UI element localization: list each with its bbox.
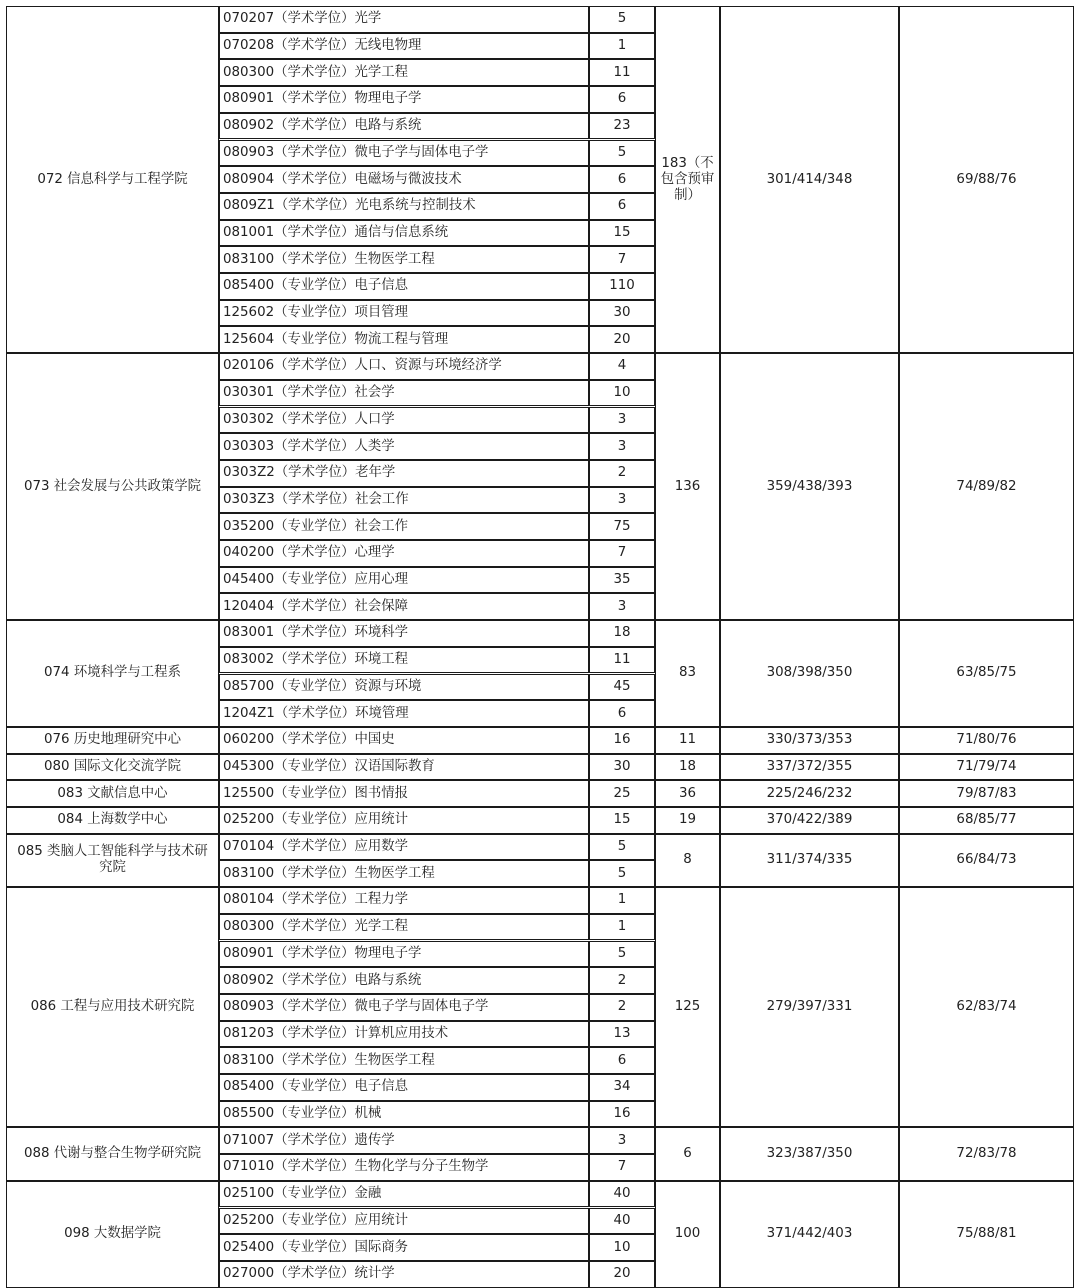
- department-cell: 076 历史地理研究中心: [6, 727, 219, 754]
- program-cell: 080104（学术学位）工程力学: [219, 887, 589, 914]
- enrollment-count-cell: 6: [589, 193, 655, 220]
- department-cell: 083 文献信息中心: [6, 780, 219, 807]
- program-cell: 085400（专业学位）电子信息: [219, 1074, 589, 1101]
- program-cell: 071007（学术学位）遗传学: [219, 1127, 589, 1154]
- enrollment-count-cell: 7: [589, 1154, 655, 1181]
- program-cell: 080901（学术学位）物理电子学: [219, 941, 589, 968]
- enrollment-count-cell: 10: [589, 380, 655, 407]
- score-range-cell: 323/387/350: [720, 1127, 899, 1180]
- department-cell: 074 环境科学与工程系: [6, 620, 219, 727]
- program-cell: 080902（学术学位）电路与系统: [219, 967, 589, 994]
- program-cell: 030301（学术学位）社会学: [219, 380, 589, 407]
- score-range-cell: 279/397/331: [720, 887, 899, 1127]
- score-line-cell: 79/87/83: [899, 780, 1074, 807]
- score-line-cell: 66/84/73: [899, 834, 1074, 887]
- enrollment-count-cell: 10: [589, 1234, 655, 1261]
- score-range-cell: 337/372/355: [720, 754, 899, 781]
- program-cell: 025200（专业学位）应用统计: [219, 807, 589, 834]
- enrollment-count-cell: 11: [589, 647, 655, 674]
- enrollment-count-cell: 1: [589, 914, 655, 941]
- score-line-cell: 63/85/75: [899, 620, 1074, 727]
- enrollment-count-cell: 1: [589, 33, 655, 60]
- program-cell: 025100（专业学位）金融: [219, 1181, 589, 1208]
- enrollment-count-cell: 3: [589, 487, 655, 514]
- program-cell: 080904（学术学位）电磁场与微波技术: [219, 166, 589, 193]
- enrollment-count-cell: 20: [589, 1261, 655, 1288]
- program-cell: 027000（学术学位）统计学: [219, 1261, 589, 1288]
- enrollment-count-cell: 3: [589, 593, 655, 620]
- enrollment-count-cell: 6: [589, 1047, 655, 1074]
- total-admission-cell: 36: [655, 780, 720, 807]
- program-cell: 083002（学术学位）环境工程: [219, 647, 589, 674]
- score-line-cell: 75/88/81: [899, 1181, 1074, 1288]
- program-cell: 0303Z2（学术学位）老年学: [219, 460, 589, 487]
- program-cell: 125602（专业学位）项目管理: [219, 300, 589, 327]
- program-cell: 040200（学术学位）心理学: [219, 540, 589, 567]
- score-line-cell: 69/88/76: [899, 6, 1074, 353]
- department-cell: 088 代谢与整合生物学研究院: [6, 1127, 219, 1180]
- score-line-cell: 74/89/82: [899, 353, 1074, 620]
- department-cell: 086 工程与应用技术研究院: [6, 887, 219, 1127]
- total-admission-cell: 136: [655, 353, 720, 620]
- program-cell: 060200（学术学位）中国史: [219, 727, 589, 754]
- enrollment-count-cell: 6: [589, 86, 655, 113]
- enrollment-count-cell: 1: [589, 887, 655, 914]
- enrollment-count-cell: 75: [589, 513, 655, 540]
- program-cell: 080300（学术学位）光学工程: [219, 59, 589, 86]
- enrollment-count-cell: 18: [589, 620, 655, 647]
- enrollment-count-cell: 3: [589, 407, 655, 434]
- enrollment-count-cell: 2: [589, 460, 655, 487]
- enrollment-count-cell: 35: [589, 567, 655, 594]
- program-cell: 083100（学术学位）生物医学工程: [219, 246, 589, 273]
- enrollment-count-cell: 7: [589, 540, 655, 567]
- enrollment-count-cell: 16: [589, 727, 655, 754]
- score-line-cell: 71/80/76: [899, 727, 1074, 754]
- total-admission-cell: 83: [655, 620, 720, 727]
- program-cell: 071010（学术学位）生物化学与分子生物学: [219, 1154, 589, 1181]
- program-cell: 125500（专业学位）图书情报: [219, 780, 589, 807]
- program-cell: 030303（学术学位）人类学: [219, 433, 589, 460]
- program-cell: 0303Z3（学术学位）社会工作: [219, 487, 589, 514]
- program-cell: 083100（学术学位）生物医学工程: [219, 1047, 589, 1074]
- total-admission-cell: 8: [655, 834, 720, 887]
- program-cell: 020106（学术学位）人口、资源与环境经济学: [219, 353, 589, 380]
- program-cell: 081001（学术学位）通信与信息系统: [219, 220, 589, 247]
- department-cell: 098 大数据学院: [6, 1181, 219, 1288]
- program-cell: 085500（专业学位）机械: [219, 1101, 589, 1128]
- program-cell: 1204Z1（学术学位）环境管理: [219, 700, 589, 727]
- program-cell: 070104（学术学位）应用数学: [219, 834, 589, 861]
- department-cell: 080 国际文化交流学院: [6, 754, 219, 781]
- program-cell: 080300（学术学位）光学工程: [219, 914, 589, 941]
- score-range-cell: 225/246/232: [720, 780, 899, 807]
- program-cell: 125604（专业学位）物流工程与管理: [219, 326, 589, 353]
- enrollment-count-cell: 16: [589, 1101, 655, 1128]
- enrollment-count-cell: 5: [589, 6, 655, 33]
- enrollment-count-cell: 5: [589, 941, 655, 968]
- score-line-cell: 71/79/74: [899, 754, 1074, 781]
- enrollment-count-cell: 30: [589, 300, 655, 327]
- score-range-cell: 301/414/348: [720, 6, 899, 353]
- program-cell: 080902（学术学位）电路与系统: [219, 113, 589, 140]
- enrollment-count-cell: 110: [589, 273, 655, 300]
- program-cell: 080903（学术学位）微电子学与固体电子学: [219, 994, 589, 1021]
- score-range-cell: 330/373/353: [720, 727, 899, 754]
- enrollment-count-cell: 40: [589, 1208, 655, 1235]
- enrollment-count-cell: 3: [589, 433, 655, 460]
- program-cell: 045300（专业学位）汉语国际教育: [219, 754, 589, 781]
- enrollment-count-cell: 6: [589, 700, 655, 727]
- enrollment-count-cell: 15: [589, 807, 655, 834]
- enrollment-count-cell: 5: [589, 860, 655, 887]
- enrollment-count-cell: 5: [589, 140, 655, 167]
- program-cell: 025200（专业学位）应用统计: [219, 1208, 589, 1235]
- enrollment-count-cell: 7: [589, 246, 655, 273]
- program-cell: 0809Z1（学术学位）光电系统与控制技术: [219, 193, 589, 220]
- program-cell: 070207（学术学位）光学: [219, 6, 589, 33]
- enrollment-count-cell: 40: [589, 1181, 655, 1208]
- enrollment-count-cell: 20: [589, 326, 655, 353]
- enrollment-count-cell: 5: [589, 834, 655, 861]
- enrollment-count-cell: 6: [589, 166, 655, 193]
- total-admission-cell: 125: [655, 887, 720, 1127]
- score-range-cell: 370/422/389: [720, 807, 899, 834]
- enrollment-count-cell: 23: [589, 113, 655, 140]
- enrollment-count-cell: 30: [589, 754, 655, 781]
- enrollment-count-cell: 3: [589, 1127, 655, 1154]
- program-cell: 085700（专业学位）资源与环境: [219, 674, 589, 701]
- total-admission-cell: 6: [655, 1127, 720, 1180]
- enrollment-count-cell: 45: [589, 674, 655, 701]
- program-cell: 120404（学术学位）社会保障: [219, 593, 589, 620]
- score-range-cell: 311/374/335: [720, 834, 899, 887]
- program-cell: 080903（学术学位）微电子学与固体电子学: [219, 140, 589, 167]
- total-admission-cell: 100: [655, 1181, 720, 1288]
- department-cell: 072 信息科学与工程学院: [6, 6, 219, 353]
- score-line-cell: 72/83/78: [899, 1127, 1074, 1180]
- program-cell: 083001（学术学位）环境科学: [219, 620, 589, 647]
- score-range-cell: 359/438/393: [720, 353, 899, 620]
- department-cell: 085 类脑人工智能科学与技术研究院: [6, 834, 219, 887]
- total-admission-cell: 183（不包含预审制）: [655, 6, 720, 353]
- score-range-cell: 308/398/350: [720, 620, 899, 727]
- program-cell: 035200（专业学位）社会工作: [219, 513, 589, 540]
- program-cell: 080901（学术学位）物理电子学: [219, 86, 589, 113]
- enrollment-count-cell: 25: [589, 780, 655, 807]
- enrollment-count-cell: 2: [589, 994, 655, 1021]
- program-cell: 045400（专业学位）应用心理: [219, 567, 589, 594]
- department-cell: 084 上海数学中心: [6, 807, 219, 834]
- total-admission-cell: 11: [655, 727, 720, 754]
- program-cell: 025400（专业学位）国际商务: [219, 1234, 589, 1261]
- total-admission-cell: 19: [655, 807, 720, 834]
- enrollment-count-cell: 2: [589, 967, 655, 994]
- score-line-cell: 62/83/74: [899, 887, 1074, 1127]
- enrollment-count-cell: 15: [589, 220, 655, 247]
- score-line-cell: 68/85/77: [899, 807, 1074, 834]
- program-cell: 083100（学术学位）生物医学工程: [219, 860, 589, 887]
- program-cell: 070208（学术学位）无线电物理: [219, 33, 589, 60]
- enrollment-count-cell: 11: [589, 59, 655, 86]
- program-cell: 081203（学术学位）计算机应用技术: [219, 1021, 589, 1048]
- total-admission-cell: 18: [655, 754, 720, 781]
- enrollment-count-cell: 4: [589, 353, 655, 380]
- program-cell: 085400（专业学位）电子信息: [219, 273, 589, 300]
- department-cell: 073 社会发展与公共政策学院: [6, 353, 219, 620]
- enrollment-count-cell: 34: [589, 1074, 655, 1101]
- enrollment-count-cell: 13: [589, 1021, 655, 1048]
- score-range-cell: 371/442/403: [720, 1181, 899, 1288]
- program-cell: 030302（学术学位）人口学: [219, 407, 589, 434]
